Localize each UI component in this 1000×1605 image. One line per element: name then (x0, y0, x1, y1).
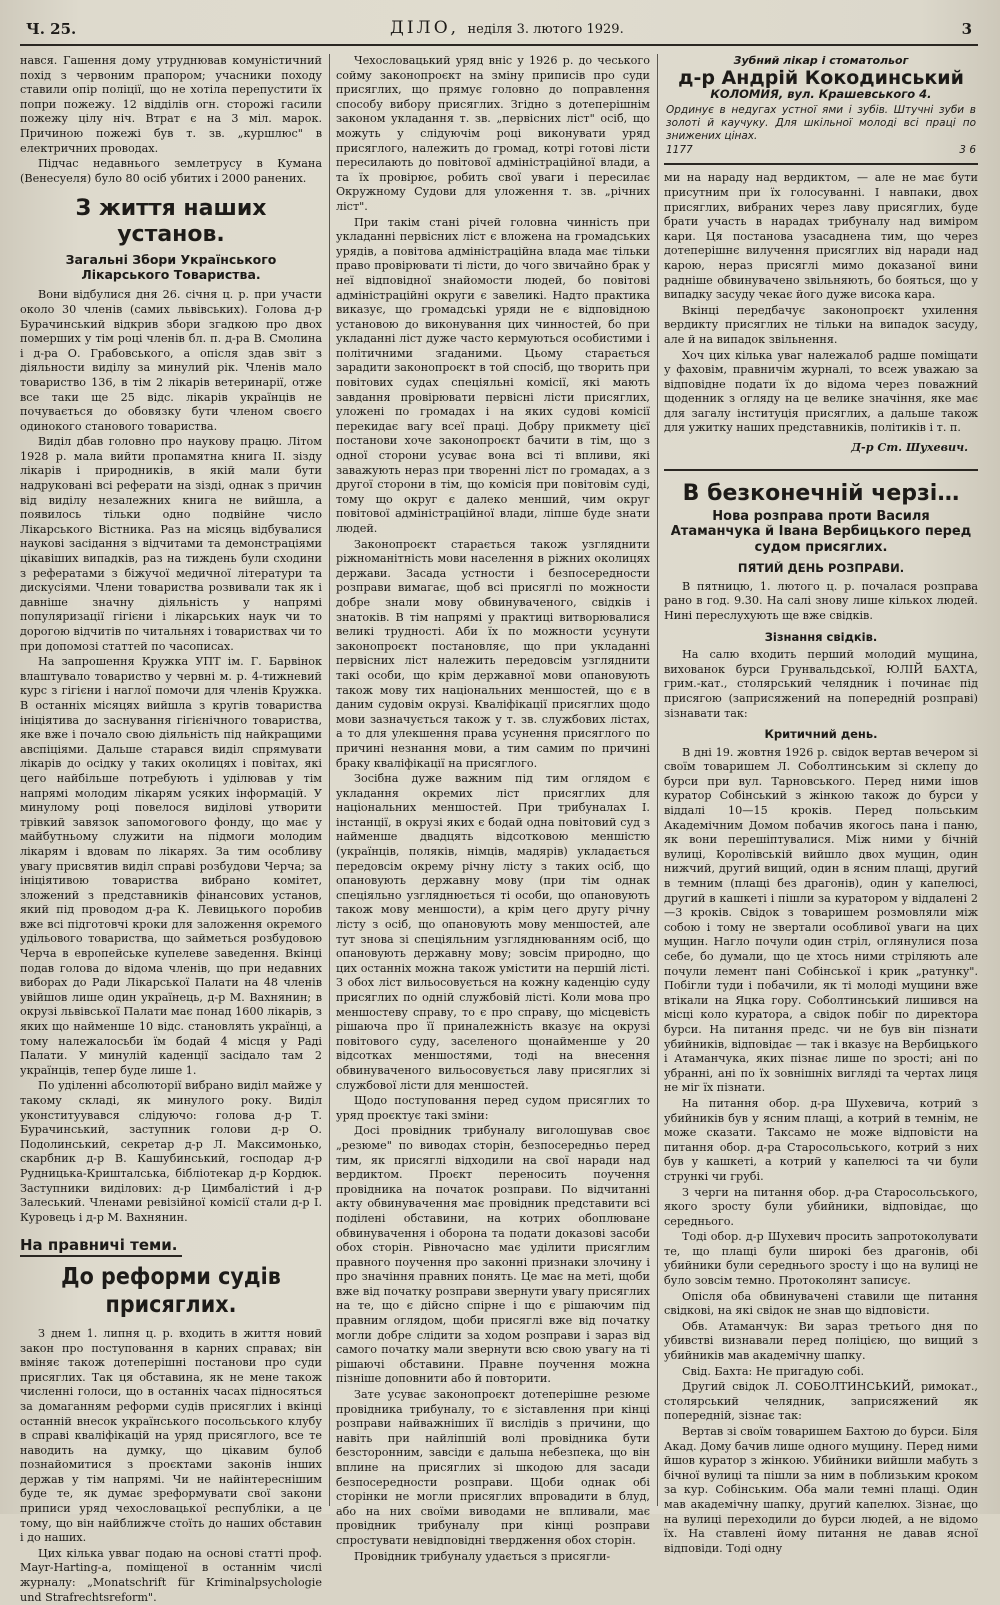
heading-fifth-day: ПЯТИЙ ДЕНЬ РОЗПРАВИ. (737, 561, 905, 576)
paragraph: Свід. Бахта: Не пригадую собі. (682, 1364, 864, 1378)
headline-endless-queue: В безконечній черзі… (664, 469, 978, 507)
paragraph: Зосібна дуже важним під тим оглядом є укладання окремих ліст присяглих для національних меншостей. При трибуналах I. інстанції, в окрузі яких є бодай одна повітовий суд з найменше двадцять відсотковою меншістю (українців, поляків, німців, мадярів) укладається передовсім окрему річну лісту з таких осіб, що опановують державну мову (при тім однак спеціяльно узгляднюється ті особи, що опановують також мову меншости), а крім цего другу річну лісту з осіб, що опановують мову меншостей, але тут знова зі спеціяльним узгляднюванням осіб, що опановують державну мову; зовсім природно, що цих останніх можна також умістити на першій лісті. З обох ліст вильосовується на кожну каденцію суду присяглих по одній службовій лісті. Коли мова про меншостеву справу, то є про справу, що місцевість рішаюча про її приналежність вказує на окрузі повітового суду, заселеного щонайменше у 20 відсотках меншостями, тоді на внесення обвинуваченого вильосовується лаву присяглих зі службової лісти для меншостей. (336, 772, 650, 1092)
ad-doctor-name: д-р Андрій Кокодинський (678, 66, 964, 89)
paragraph: Законопроєкт старається також узгляднити ріжноманітність мови населення в ріжних околицях держави. Засада устности і безпосередности розправи вимагає, щоб всі присяглі по можности добре знали мову обвинуваченого, свідків і знатоків. В тім напрямі у практиці витворювалися великі трудності. Аби їх по можности усунути законопроєкт постановляє, що при укладанні первісних ліст належить передовсім узгляднити такі особи, що крім державної мови опановують також мову тих національних меншостей, що є в даним судовім окрузі. Кваліфікації присяглих щодо мови зазначується також у т. зв. службових лістах, а то для улекшення права усунення присяглого по причині незнання мови, а тим самим по причині браку кваліфікації на присяглого. (336, 537, 650, 770)
heading-witness-testimony: Зізнання свідків. (764, 629, 878, 644)
paragraph: Тоді обор. д-р Шухевич просить запротоколувати те, що плащі були широкі без драгонів, обі убийники були середнього зросту і що на вулиці не було зовсім темно. Протоколянт записує. (664, 1230, 978, 1288)
column-2 (336, 54, 650, 1563)
ad-profession: Зубний лікар і стоматольог (733, 54, 909, 67)
column-divider (329, 54, 330, 1506)
subheadline-medical-society: Загальні Збори Українського Лікарського Товариства. (65, 252, 277, 283)
ad-numbers (666, 143, 976, 158)
dentist-advertisement (664, 54, 978, 165)
subheadline-trial: Нова розправа проти Василя Атаманчука й Івана Вербицького перед судом присяглих. (670, 508, 972, 555)
page-header (20, 14, 978, 46)
paragraph: Виділ дбав головно про наукову працю. Літом 1928 р. мала вийти пропамятна книга II. зізду лікарів і природників, в якій мали бути надруковані всі реферати на зізді, однак з причин від виділу незалежних книга не вийшла, а появилось тільки одно подвійне число Лікарського Вістника. Раз на місяць відбувалися наукові засідання з відчитами та демонстраціями цікавіших випадків, раз на тиждень були сходини з рефератами з біжучої медичної літератури та дискусіями. Члени товариства розвивали так як і давніше значну діяльність у напрямі популяризації гігієни і лікарських наук чи то дорогою відчитів по читальнях і товариствах чи то при допомозі статтей по часописах. (20, 435, 322, 653)
column-3 (664, 54, 978, 1555)
ad-number-right: 3 6 (959, 143, 976, 156)
paragraph: Хоч цих кілька уваг належалоб радше поміщати у фаховім, правничім журналі, то всеж уважаю за відповідне подати їх до відома через поважний щоденник з огляду на це велике значіння, яке має для загалу інституція присяглих, а дальше також для ужитку наших представників, політиків і т. п. (664, 348, 978, 435)
paragraph: Чехословацький уряд вніс у 1926 р. до чеського сойму законопроєкт на зміну приписів про суди присяглих, що прямує головно до поправлення способу вибору присяглих. Згідно з дотеперішнім законом укладання т. зв. „первісних ліст" осіб, що можуть у слідуючім році виконувати уряд присяглого, належить до громад, котрі готові лісти пересилають до повітової адміністраційної влади, а та їх провірює, робить свої уваги і пересилає Окружному Судови для уложення т. зв. „річних ліст". (336, 54, 650, 213)
paragraph: Цих кілька увваг подаю на основі статті проф. Mayr-Harting-a, поміщеної в останнім числі журналу: „Monatschrift für Kriminalpsychologie und Strafrechtsreform". (20, 1546, 322, 1604)
paragraph: З черги на питання обор. д-ра Старосольського, якого зросту були убийники, відповідає, що середнього. (664, 1185, 978, 1228)
columns (20, 46, 978, 1604)
paragraph: Провідник трибуналу удається з присягли- (354, 1549, 611, 1563)
newspaper-title: ДІЛО, (390, 18, 460, 38)
paragraph: Вертав зі своїм товаришем Бахтою до бурси. Біля Акад. Дому бачив лише одного мущину. Перед ними йшов куратор з жінкою. Убийники вийшли мабуть з бічної вулиці та пішли за ним в поблизьким кроком за кур. Собінським. Оба мали темні плащі. Один мав академічну шапку, другий капелюх. Зізнає, що на вулиці переходили до бурси людей, а не відомо їх. На ставлені йому питання не давав ясної відповіди. Тоді одну (664, 1425, 978, 1555)
paragraph: Опісля оба обвинувачені ставили ще питання свідкові, на які свідок не знав що відповісти. (664, 1289, 978, 1318)
author-signature: Д-р Ст. Шухевич. (851, 440, 968, 455)
paragraph: На питання обор. д-ра Шухевича, котрий з убийників був у ясним плащі, а котрий в темнім, не може сказати. Таксамо не може відповісти на питання обор. д-ра Старосольського, котрий з них був у кашкеті, а котрий у капелюсі та чи були стрункі чи грубі. (664, 1096, 978, 1183)
issue-date: неділя 3. лютого 1929. (467, 22, 624, 37)
paragraph: При такім стані річей головна чинність при укладанні первісних ліст є вложена на громадських урядів, а повітова адміністраційна влада має тільки право провірювати ті лісти, до чого звичайно брак у неї відповідної знайомости людей, бо повітові адміністраційні округи є завеликі. Надто практика виказує, що громадські уряди не є відповідною установою до виконування цих чинностей, бо при укладанні ліст дуже часто кермуються особистими і політичними згаданими. Цьому старається зарадити законопроєкт в той спосіб, що творить при повітових судах спеціяльні комісії, які мають завдання провірювати первісні лісти присяглих, уложені по громадах і на яких судові комісії перекидає вагу всеї праці. Добру прикмету цієї постанови хоче законопроєкт бачити в тім, що з одної сторони усуває вона всі ті впливи, які заважують нераз при творенні ліст по громадах, а з другої сторони в тім, що комісія при повітовім суді, тому що округ є далеко менший, чим округ повітової адміністраційної влади, ліпше буде знати людей. (336, 215, 650, 535)
paragraph: Щодо поступовання перед судом присяглих то уряд проєктує такі зміни: (336, 1094, 650, 1122)
paragraph: З днем 1. липня ц. р. входить в життя новий закон про поступовання в карних справах; він вміняє також дотеперішні постанови про суди присяглих. Так ця обставина, як не мене також численні голоси, що в останніх часах підносяться за домаганням реформи судів присяглих і вкінці останній внесок українського посольського клубу в справі кваліфікацій на уряд присяглого, все те наводить на думку, що цікавим булоб познайомитися з проєктами законів інших держав у тім напрямі. Чи не найінтереснішим буде те, як думає зреформувати свої закони приписи уряд чехословацької республіки, а це тому, що він найближче стоїть до наших обставин і до наших. (20, 1326, 322, 1545)
paragraph: Досі провідник трибуналу виголошував своє „резюме" по виводах сторін, безпосередньо перед тим, як присяглі відходили на свої наради над вердиктом. Проєкт переносить поучення провідника на початок розправи. По відчитанні акту обвинувачення має провідник представити всі поділені обставини, на котрих обоплюване обвинувачення і оборона та подати доказові засоби обох сторін. Рівночасно має уділити присяглим правного поучення про законні признаки злочину і про значіння правних понять. Це має на меті, щоби вже від початку розправи звернути увагу присяглих на те, що є дійсно спірне і що є рішаючим під правним оглядом, щоби присяглі вже від початку могли добре слідити за ходом розправи і зараз від самого початку мали звернути всю свою увагу на ті рішаючі обставини. Правне поучення можна пізніше доповнити або й повторити. (336, 1124, 650, 1386)
paragraph: В пятницю, 1. лютого ц. р. почалася розправа рано в год. 9.30. На салі знову лише кількох людей. Нині переслухують ще вже свідків. (664, 579, 978, 622)
section-rubric-legal: На правничі теми. (20, 1238, 182, 1257)
paragraph: Обв. Атаманчук: Ви зараз третього дня по убивстві визнавали перед поліцією, що вищий з убийників мав академічну шапку. (664, 1319, 978, 1363)
headline-institutions: З життя наших установ. (75, 196, 267, 248)
article-earthquake: Підчас недавнього землетрусу в Кумана (Венесуеля) було 80 осіб убитих і 2000 ранених. (20, 157, 322, 185)
paragraph: На салю входить перший молодий мущина, вихованок бурси Грунвальдської, ЮЛІЙ БАХТА, грим.-кат., столярський челядник і починає під присягою (заприсяжений на попередній розправі) зізнавати так: (664, 648, 978, 720)
paragraph: В дні 19. жовтня 1926 р. свідок вертав вечером зі своїм товаришем Л. Соболтинським зі склепу до бурси при вул. Тарновського. Перед ними ішов куратор Собінський з жінкою також до бурси у віддалі 10—15 кроків. Перед польським Академічним Домом побачив якогось пана і паню, як вони перешіптувалися. Між ними у бічній вулиці, Королівській вийшло двох мущин, один нижчий, другий вищий, один в ясним плащі, другий в темним (плащі без драгонів), один у капелюсі, другий в кашкеті і пішли за куратором у віддалені 2—3 кроків. Свідок з товаришем розмовляли між собою і тому не звертали особливої уваги на цих мущин. Нагло почули один стріл, оглянулися поза себе, бо думали, що це хтось ними стріляють але почули лемент пані Собінської і крик „ратунку". Побігли туди і побачили, як ті молоді мущини вже втікали на Яцка гору. Соболтинський лишився на місці коло куратора, а свідок побіг по директора бурси. На питання предс. чи не був він пізнати убийників, відповідає — так і вказує на Вербицького і Атаманчука, яких пізнає лише по зрості; ані по убранні, ані по їх зовнішніх вигляді та чертах лиця не міг їх пізнати. (664, 745, 978, 1095)
paragraph: По уділенні абсолюторії вибрано виділ майже у такому складі, як минулого року. Виділ уконституувався слідуючо: голова д-р Т. Бурачинський, заступник голови д-р О. Подолинський, секретар д-р Л. Максимонько, скарбник д-р В. Кашубинський, господар д-р Рудницька-Кришталська, бібліотекар д-р Кордюк. Заступники виділових: д-р Цимбалістий і д-р Залеський. Членами ревізійної комісії стали д-р І. Куровець і д-р М. Вахнянин. (20, 1079, 322, 1224)
paragraph: ми на нараду над вердиктом, — але не має бути присутним при їх голосуванні. І навпаки, двох присяглих, вибраних через лаву присяглих, буде брати участь в нарадах трибуналу над виміром кари. Ця постанова узасаднена тим, що через дотеперішнє вилучення присяглих від наради над карою, нераз присяглі мимо доказаної вини радніше обвинувачено звільняють, бо бояться, що у випадку засуду чекає його дуже висока кара. (664, 171, 978, 302)
column-1 (20, 54, 322, 1604)
page-number-left: Ч. 25. (26, 20, 77, 38)
paragraph: На запрошення Кружка УПТ ім. Г. Барвінок влаштувало товариство у червні м. р. 4-тижневий курс з гігієни і наглої помочи для членів Кружка. В останніх місяцях вийшла з кругів товариства ініціятива до заснування гігієнічного товариства, яке вже і почало свою діяльність під найкращими авспіціями. Дальше старався виділ спрямувати лікарів до осідку у таких околицях і повітах, які цего найбільше потребують і уділював у тім напрямі молодим лікарям усяких інформацій. У минулому році повелося виділові утворити трівкий завязок запомогового фонду, що має у майбутньому служити на підмоги молодим лікарям і вдовам по лікарях. За тим особливу увагу присвятив виділ справі розбудови Черча; за ініціятивою товариства вибрано комітет, зложений з представників фінансових установ, який під проводом д-ра К. Левицького поробив вже всі підготовчі кроки для заложення окремого удільового товариства, що займеться розбудовою Черча в европейське купелеве заведення. Вкінці подав голова до відома членів, що при недавних виборах до Ради Лікарської Палати на 48 членів увійшов лише один українець, д-р М. Вахнянин; в окрузі львівської Палати має понад 1600 лікарів, з яких що найменше 10 відс. становлять українці, а тому належалосьби їм бодай 4 місця у Раді Палати. У минулій каденції засідало там 2 українців, тепер буде лише 1. (20, 655, 322, 1077)
ad-address: КОЛОМИЯ, вул. Крашевського 4. (710, 87, 932, 102)
paragraph: Вони відбулися дня 26. січня ц. р. при участи около 30 членів (самих львівських). Голова д-р Бурачинський відкрив збори згадкою про двох померших у тім році членів бл. п. д-ра В. Смолина і д-ра О. Грабовського, а опісля здав звіт з діяльности виділу за минулий рік. Членів мало товариство 136, в тім 2 лікарів ветеринарії, отже все таки ще 25 відс. лікарів українців не почувається до обовязку бути членом своєго одинокого станового товариства. (20, 288, 322, 433)
page-number-right: 3 (961, 20, 972, 38)
paragraph: Другий свідок Л. СОБОЛТИНСЬКИЙ, римокат., столярський челядник, заприсяжений як попередній, зізнає так: (664, 1380, 978, 1423)
column-divider (657, 54, 658, 1506)
heading-critical-day: Критичний день. (764, 727, 878, 742)
paragraph: Вкінці передбачує законопроєкт ухилення вердикту присяглих не тільки на випадок засуду, але й на випадок звільнення. (664, 303, 978, 346)
masthead (390, 18, 624, 38)
paragraph: Зате усуває законопроєкт дотеперішне резюме провідника трибуналу, то є зіставлення при кінці розправи найважніших її вислідів з причини, що навіть при найліпшій волі провідника бути безсторонним, завсіди є дальша небезпека, що він вплине на присяглих зі шкодою для засади безпосередности розправи. Щоби однак обі сторінки не могли присяглих впровадити в блуд, або на них своїми виводами не впливали, має провідник трибуналу при кінці розправи спростувати невідповідні твердження обох сторін. (336, 1388, 650, 1547)
headline-jury-reform: До реформи судів присяглих. (61, 1263, 281, 1318)
ad-number-left: 1177 (666, 143, 693, 156)
article-fire-end: нався. Гашення дому утруднював комуністичний похід з червоним прапором; учасники походу ставили опір поліції, що не хотіла перепустити їх попри пожежу. 12 відділів огн. сторожі гасили пожежу цілу ніч. Втрат є на 3 міл. марок. Причиною пожежі був т. зв. „куршлюс" в електричних проводах. (20, 54, 322, 155)
ad-description: Ординує в недугах устної ями і зубів. Штучні зуби в золоті й каучуку. Для шкільної молоді всі праці по знижених цінах. (666, 103, 976, 142)
